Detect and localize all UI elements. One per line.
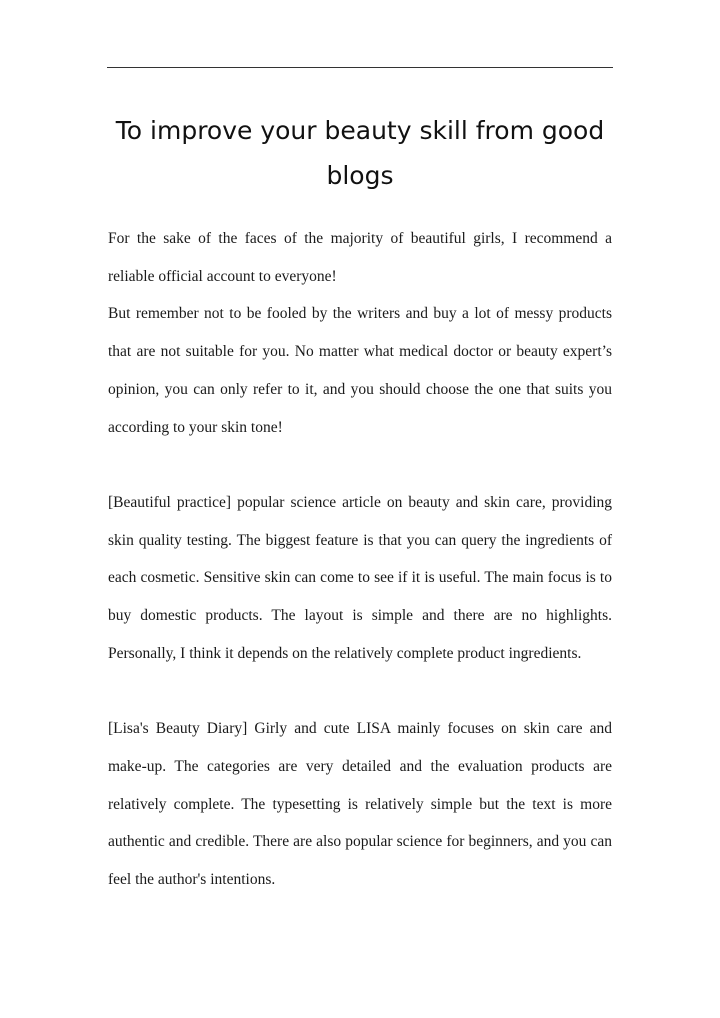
document-title: To improve your beauty skill from good blogs bbox=[115, 116, 605, 190]
paragraph-beautiful-practice: [Beautiful practice] popular science article on beauty and skin care, providing skin quality testing. The biggest feature is that you can query the ingredients of each cosmetic. Sensitive skin can come to see if it is useful. The main focus is to buy domestic products. The layout is simple and there are no highlights. Personally, I think it depends on the relatively complete product ingredients. bbox=[108, 493, 612, 662]
document-body bbox=[108, 220, 612, 899]
header-rule bbox=[107, 67, 613, 68]
paragraph-intro: For the sake of the faces of the majority of beautiful girls, I recommend a reliable official account to everyone! bbox=[108, 230, 612, 285]
paragraph-warning: But remember not to be fooled by the writers and buy a lot of messy products that are not suitable for you. No matter what medical doctor or beauty expert’s opinion, you can only refer to it, and you should choose the one that suits you according to your skin tone! bbox=[108, 305, 612, 436]
paragraph-spacer bbox=[108, 446, 612, 484]
paragraph-lisa-beauty-diary: [Lisa's Beauty Diary] Girly and cute LISA mainly focuses on skin care and make-up. The categories are very detailed and the evaluation products are relatively complete. The typesetting is relatively simple but the text is more authentic and credible. There are also popular science for beginners, and you can feel the author's intentions. bbox=[108, 720, 612, 888]
paragraph-spacer bbox=[108, 672, 612, 710]
